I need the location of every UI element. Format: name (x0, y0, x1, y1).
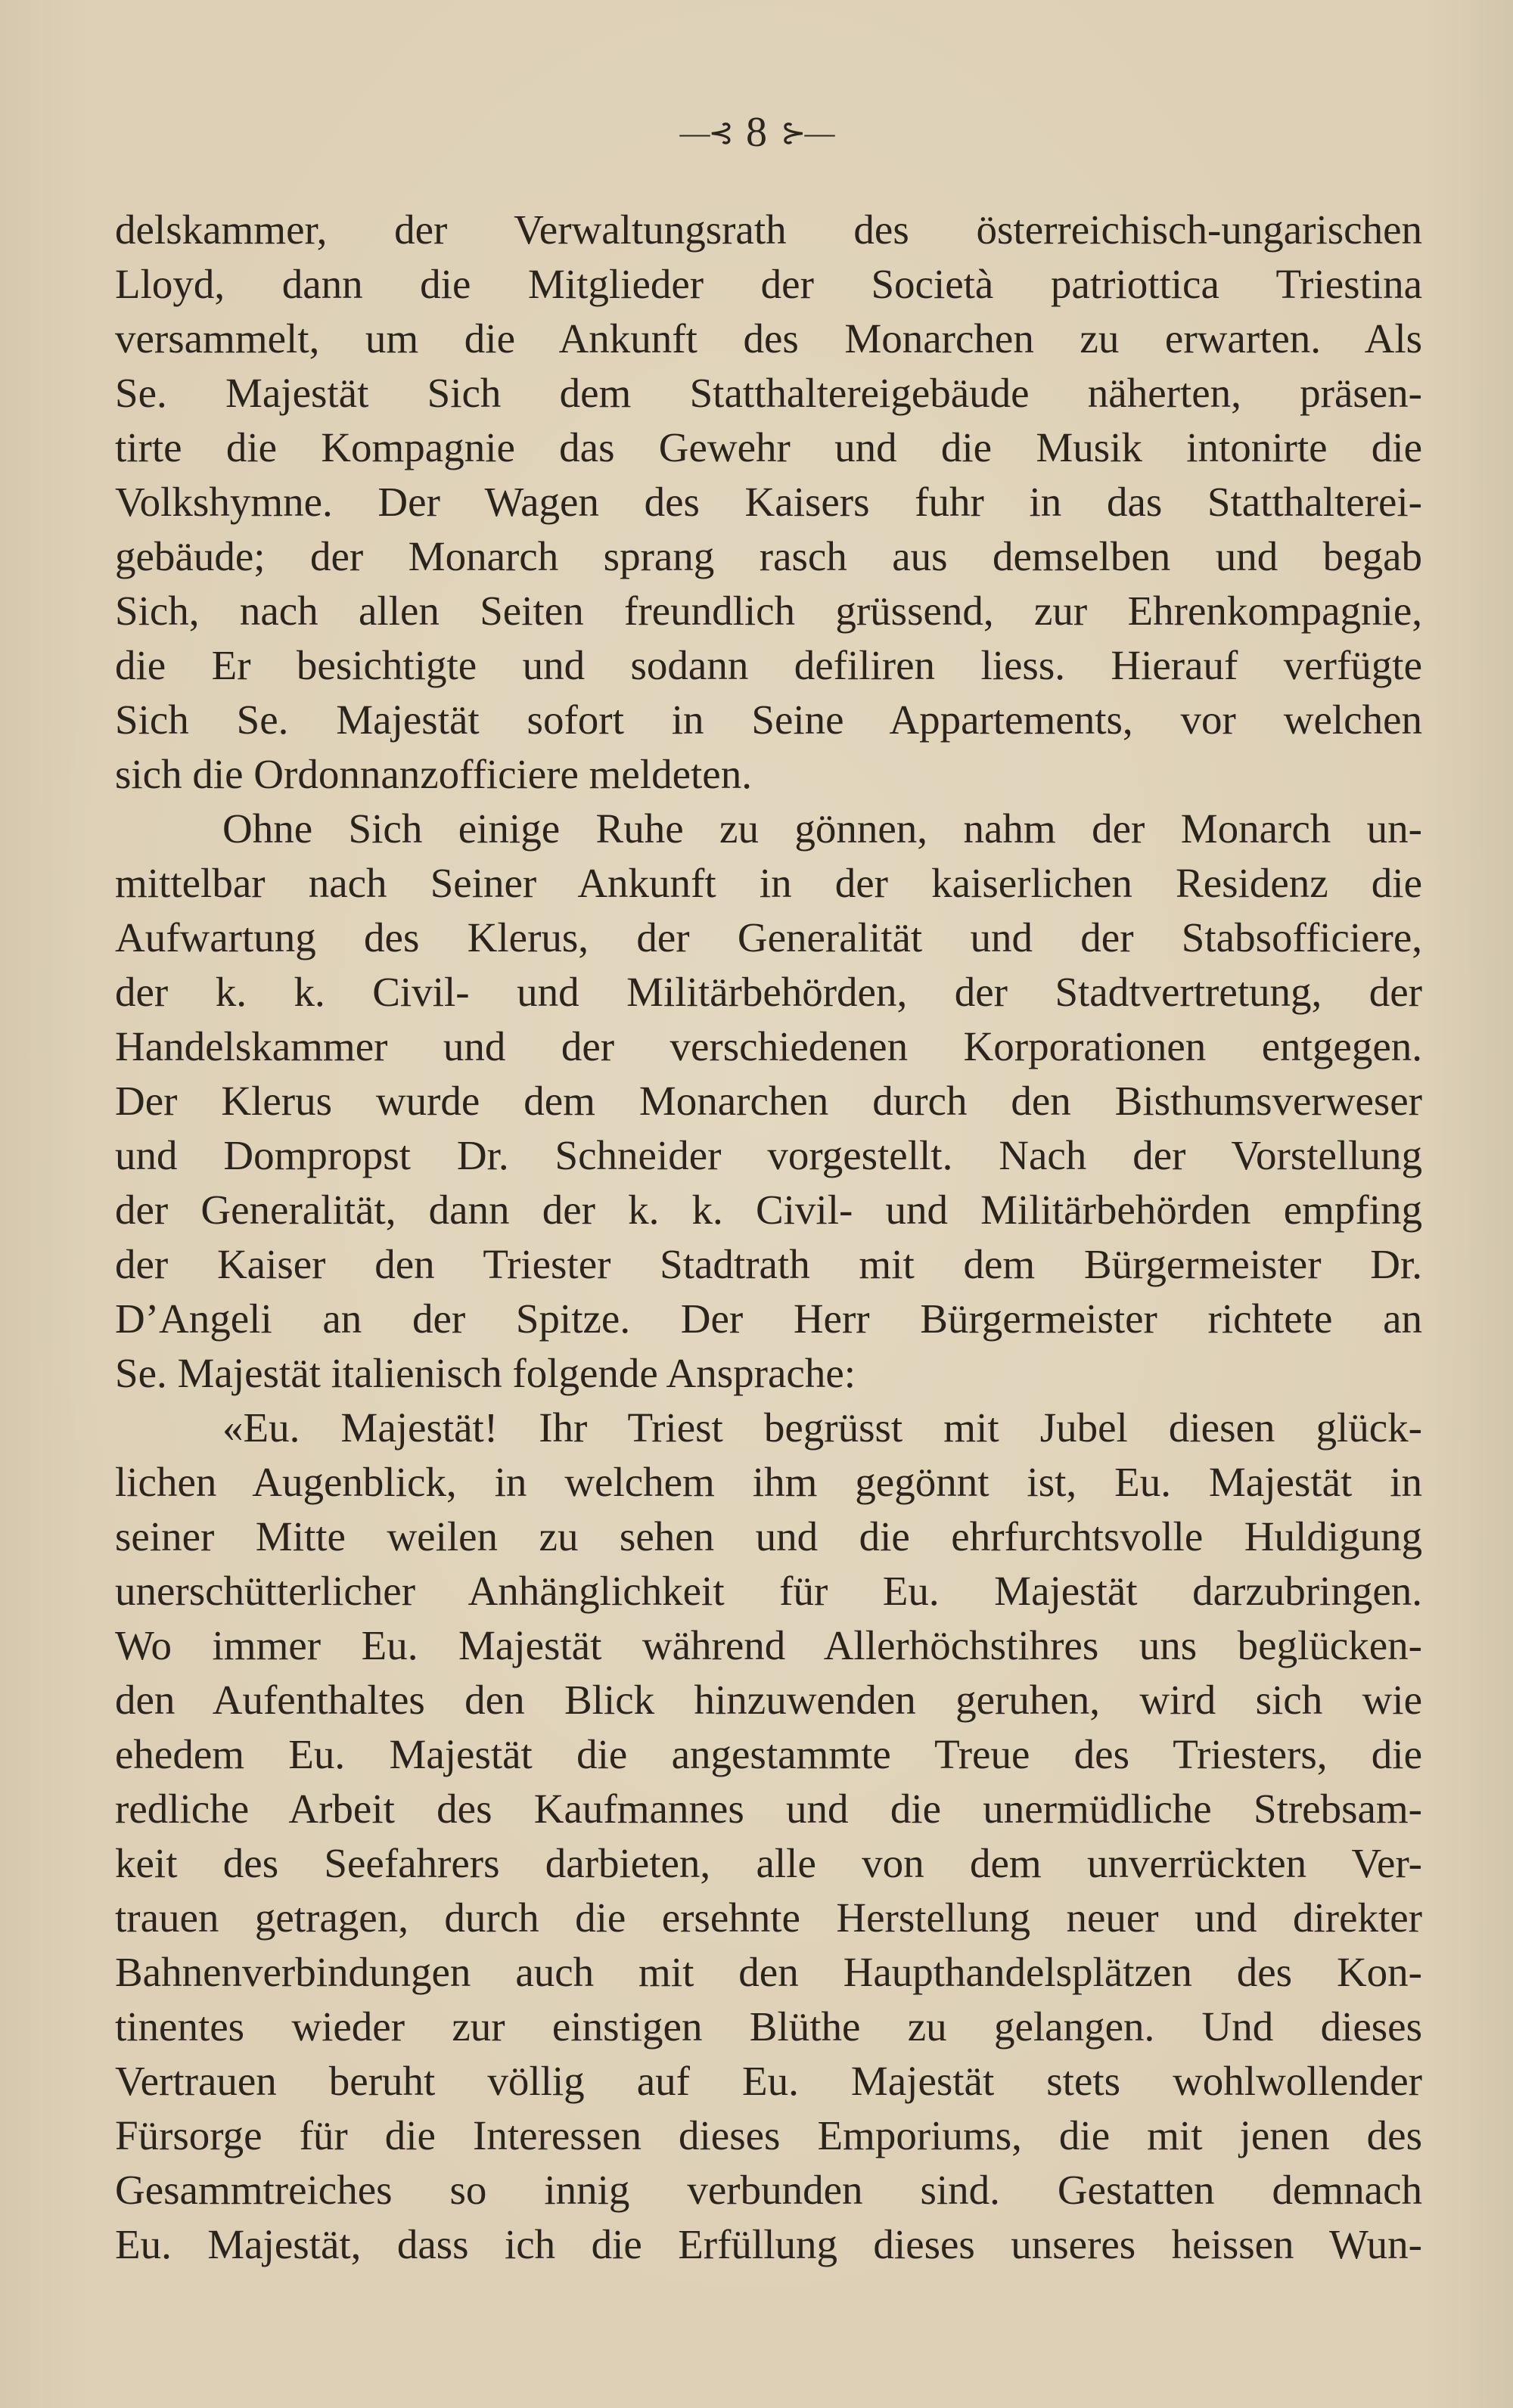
body-text (115, 203, 1422, 2272)
text-line: Gesammtreiches so innig verbunden sind. Gestatten demnach (115, 2167, 1422, 2213)
text-line: Sich Se. Majestät sofort in Seine Appartements, vor welchen (115, 697, 1422, 743)
text-line: Fürsorge für die Interessen dieses Emporiums, die mit jenen des (115, 2112, 1422, 2158)
text-line: Se. Majestät Sich dem Statthaltereigebäude näherten, präsen- (115, 370, 1422, 416)
text-line: den Aufenthaltes den Blick hinzuwenden geruhen, wird sich wie (115, 1677, 1422, 1723)
text-line: keit des Seefahrers darbieten, alle von dem unverrückten Ver- (115, 1840, 1422, 1886)
text-line: lichen Augenblick, in welchem ihm gegönnt ist, Eu. Majestät in (115, 1459, 1422, 1505)
text-line: Bahnenverbindungen auch mit den Haupthandelsplätzen des Kon- (115, 1949, 1422, 1995)
text-line: Handelskammer und der verschiedenen Korporationen entgegen. (115, 1023, 1422, 1069)
text-line: Aufwartung des Klerus, der Generalität und der Stabsofficiere, (115, 914, 1422, 960)
text-line: Lloyd, dann die Mitglieder der Società patriottica Triestina (115, 261, 1422, 307)
text-line: mittelbar nach Seiner Ankunft in der kaiserlichen Residenz die (115, 860, 1422, 906)
text-line: Vertrauen beruht völlig auf Eu. Majestät stets wohlwollender (115, 2058, 1422, 2104)
text-line: Wo immer Eu. Majestät während Allerhöchstihres uns beglücken- (115, 1622, 1422, 1668)
ornament-left: —⊰ (679, 115, 732, 150)
text-line: unerschütterlicher Anhänglichkeit für Eu. Majestät darzubringen. (115, 1568, 1422, 1614)
ornament-right: ⊱— (781, 115, 834, 150)
text-line: sich die Ordonnanzofficiere meldeten. (115, 751, 752, 797)
text-line: Sich, nach allen Seiten freundlich grüssend, zur Ehrenkompagnie, (115, 588, 1422, 634)
text-line: delskammer, der Verwaltungsrath des österreichisch-ungarischen (115, 206, 1422, 253)
text-line: tirte die Kompagnie das Gewehr und die Musik intonirte die (115, 424, 1422, 470)
page-header (0, 106, 1513, 159)
text-line: der Kaiser den Triester Stadtrath mit dem Bürgermeister Dr. (115, 1241, 1422, 1287)
text-line: die Er besichtigte und sodann defiliren liess. Hierauf verfügte (115, 642, 1422, 688)
text-line: Volkshymne. Der Wagen des Kaisers fuhr in das Statthalterei- (115, 479, 1422, 525)
text-line: und Dompropst Dr. Schneider vorgestellt. Nach der Vorstellung (115, 1132, 1422, 1178)
text-line: redliche Arbeit des Kaufmannes und die unermüdliche Strebsam- (115, 1786, 1422, 1832)
text-line: Ohne Sich einige Ruhe zu gönnen, nahm der Monarch un- (222, 805, 1422, 852)
text-line: Eu. Majestät, dass ich die Erfüllung dieses unseres heissen Wun- (115, 2221, 1422, 2267)
text-line: «Eu. Majestät! Ihr Triest begrüsst mit Jubel diesen glück- (222, 1404, 1422, 1451)
text-line: der k. k. Civil- und Militärbehörden, der Stadtvertretung, der (115, 969, 1422, 1015)
text-line: versammelt, um die Ankunft des Monarchen zu erwarten. Als (115, 315, 1422, 362)
page-number: 8 (746, 109, 767, 156)
text-line: gebäude; der Monarch sprang rasch aus demselben und begab (115, 533, 1422, 579)
text-line: ehedem Eu. Majestät die angestammte Treue des Triesters, die (115, 1731, 1422, 1777)
text-line: D’Angeli an der Spitze. Der Herr Bürgermeister richtete an (115, 1296, 1422, 1342)
text-line: tinentes wieder zur einstigen Blüthe zu gelangen. Und dieses (115, 2003, 1422, 2050)
text-line: Se. Majestät italienisch folgende Ansprache: (115, 1350, 856, 1396)
text-line: Der Klerus wurde dem Monarchen durch den Bisthumsverweser (115, 1078, 1422, 1124)
text-line: der Generalität, dann der k. k. Civil- und Militärbehörden empfing (115, 1187, 1422, 1233)
text-line: seiner Mitte weilen zu sehen und die ehrfurchtsvolle Huldigung (115, 1513, 1422, 1559)
text-line: trauen getragen, durch die ersehnte Herstellung neuer und direkter (115, 1894, 1422, 1941)
